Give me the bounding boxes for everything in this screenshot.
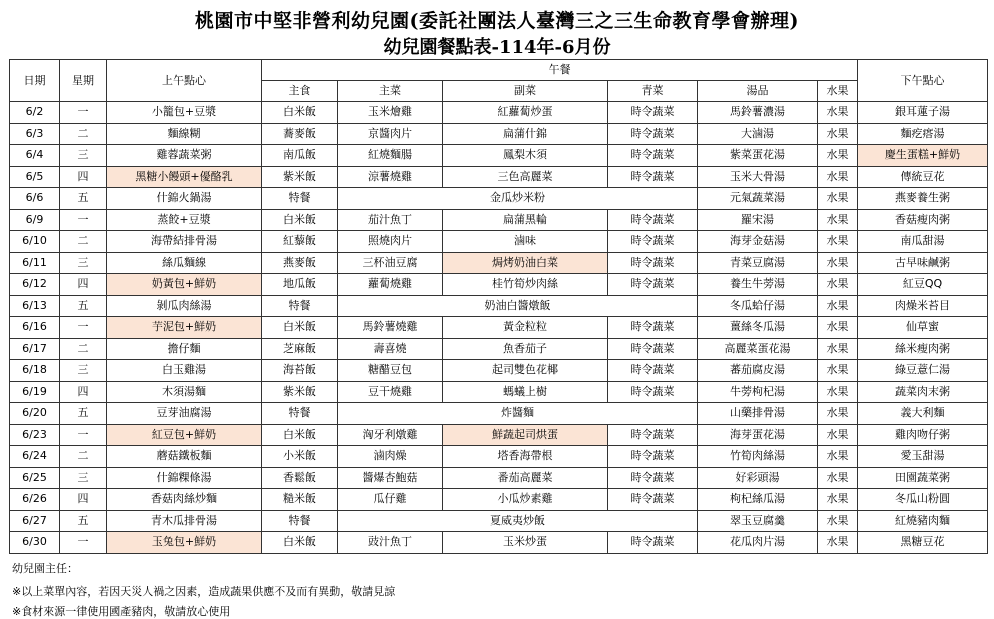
cell-vegetable: 時令蔬菜 [608, 489, 698, 511]
cell-side-dish: 滷味 [443, 231, 608, 253]
cell-weekday: 三 [60, 467, 107, 489]
page-title: 桃園市中堅非營利幼兒園(委託社團法人臺灣三之三生命教育學會辦理) [195, 10, 799, 32]
cell-date: 6/27 [10, 510, 60, 532]
cell-afternoon-snack: 田園蔬菜粥 [858, 467, 988, 489]
cell-vegetable: 時令蔬菜 [608, 231, 698, 253]
cell-soup: 養生牛蒡湯 [698, 274, 818, 296]
cell-staple: 特餐 [262, 188, 338, 210]
cell-staple: 白米飯 [262, 424, 338, 446]
cell-staple: 特餐 [262, 295, 338, 317]
header-soup: 湯品 [698, 81, 818, 102]
cell-vegetable: 時令蔬菜 [608, 424, 698, 446]
cell-afternoon-snack: 傳統豆花 [858, 166, 988, 188]
cell-vegetable: 時令蔬菜 [608, 123, 698, 145]
director-signature-line: 幼兒園主任： [12, 562, 78, 575]
cell-morning-snack: 擔仔麵 [107, 338, 262, 360]
cell-side-dish: 鮮蔬起司烘蛋 [443, 424, 608, 446]
cell-side-dish: 小瓜炒素雞 [443, 489, 608, 511]
cell-soup: 冬瓜蛤仔湯 [698, 295, 818, 317]
cell-morning-snack: 雞蓉蔬菜粥 [107, 145, 262, 167]
cell-staple: 白米飯 [262, 532, 338, 554]
header-date: 日期 [10, 60, 60, 102]
cell-morning-snack: 白玉雞湯 [107, 360, 262, 382]
cell-soup: 海芽蛋花湯 [698, 424, 818, 446]
cell-side-dish: 扁蒲黑輪 [443, 209, 608, 231]
cell-staple: 蕎麥飯 [262, 123, 338, 145]
menu-row [10, 209, 988, 231]
cell-side-dish: 黃金粒粒 [443, 317, 608, 339]
cell-soup: 羅宋湯 [698, 209, 818, 231]
cell-afternoon-snack: 綠豆薏仁湯 [858, 360, 988, 382]
menu-row [10, 145, 988, 167]
menu-row [10, 403, 988, 425]
cell-afternoon-snack: 慶生蛋糕+鮮奶 [858, 145, 988, 167]
cell-main-dish: 茄汁魚丁 [338, 209, 443, 231]
cell-staple: 海苔飯 [262, 360, 338, 382]
cell-afternoon-snack: 黑糖豆花 [858, 532, 988, 554]
cell-fruit: 水果 [818, 231, 858, 253]
cell-date: 6/9 [10, 209, 60, 231]
cell-weekday: 四 [60, 489, 107, 511]
cell-morning-snack: 木須湯麵 [107, 381, 262, 403]
header-staple: 主食 [262, 81, 338, 102]
menu-row [10, 360, 988, 382]
cell-soup: 紫菜蛋花湯 [698, 145, 818, 167]
cell-date: 6/19 [10, 381, 60, 403]
cell-special-meal: 炸醬麵 [338, 403, 698, 425]
cell-afternoon-snack: 古早味鹹粥 [858, 252, 988, 274]
menu-row [10, 381, 988, 403]
cell-weekday: 二 [60, 231, 107, 253]
cell-weekday: 二 [60, 446, 107, 468]
header-morning-snack: 上午點心 [107, 60, 262, 102]
cell-special-meal: 奶油白醬燉飯 [338, 295, 698, 317]
menu-row [10, 188, 988, 210]
menu-row [10, 424, 988, 446]
cell-staple: 芝麻飯 [262, 338, 338, 360]
cell-afternoon-snack: 紅燒豬肉麵 [858, 510, 988, 532]
cell-afternoon-snack: 紅豆QQ [858, 274, 988, 296]
header-main-dish: 主菜 [338, 81, 443, 102]
cell-soup: 大滷湯 [698, 123, 818, 145]
cell-date: 6/26 [10, 489, 60, 511]
cell-weekday: 五 [60, 295, 107, 317]
cell-staple: 白米飯 [262, 209, 338, 231]
cell-main-dish: 紅燒麵腸 [338, 145, 443, 167]
cell-main-dish: 洶牙利燉雞 [338, 424, 443, 446]
cell-special-meal: 金瓜炒米粉 [338, 188, 698, 210]
cell-fruit: 水果 [818, 102, 858, 124]
cell-fruit: 水果 [818, 188, 858, 210]
cell-weekday: 二 [60, 123, 107, 145]
cell-morning-snack: 青木瓜排骨湯 [107, 510, 262, 532]
cell-fruit: 水果 [818, 274, 858, 296]
cell-afternoon-snack: 燕麥養生粥 [858, 188, 988, 210]
cell-vegetable: 時令蔬菜 [608, 360, 698, 382]
header-fruit: 水果 [818, 81, 858, 102]
cell-weekday: 一 [60, 102, 107, 124]
cell-weekday: 三 [60, 252, 107, 274]
cell-afternoon-snack: 雞肉吻仔粥 [858, 424, 988, 446]
cell-soup: 元氣蔬菜湯 [698, 188, 818, 210]
cell-vegetable: 時令蔬菜 [608, 338, 698, 360]
cell-morning-snack: 芋泥包+鮮奶 [107, 317, 262, 339]
cell-fruit: 水果 [818, 510, 858, 532]
cell-weekday: 一 [60, 532, 107, 554]
menu-table-body [10, 102, 988, 554]
cell-staple: 小米飯 [262, 446, 338, 468]
cell-weekday: 四 [60, 166, 107, 188]
cell-date: 6/23 [10, 424, 60, 446]
cell-main-dish: 玉米燴雞 [338, 102, 443, 124]
cell-date: 6/13 [10, 295, 60, 317]
cell-side-dish: 魚香茄子 [443, 338, 608, 360]
cell-soup: 牛蒡枸杞湯 [698, 381, 818, 403]
cell-date: 6/20 [10, 403, 60, 425]
cell-side-dish: 三色高麗菜 [443, 166, 608, 188]
menu-row [10, 166, 988, 188]
cell-side-dish: 扁蒲什錦 [443, 123, 608, 145]
cell-afternoon-snack: 南瓜甜湯 [858, 231, 988, 253]
cell-soup: 翠玉豆腐羹 [698, 510, 818, 532]
cell-staple: 特餐 [262, 510, 338, 532]
cell-vegetable: 時令蔬菜 [608, 145, 698, 167]
cell-vegetable: 時令蔬菜 [608, 102, 698, 124]
cell-fruit: 水果 [818, 467, 858, 489]
cell-afternoon-snack: 銀耳蓮子湯 [858, 102, 988, 124]
cell-soup: 海芽金菇湯 [698, 231, 818, 253]
cell-fruit: 水果 [818, 532, 858, 554]
cell-date: 6/16 [10, 317, 60, 339]
cell-weekday: 三 [60, 360, 107, 382]
cell-main-dish: 壽喜燒 [338, 338, 443, 360]
cell-morning-snack: 蘑菇鐵板麵 [107, 446, 262, 468]
cell-morning-snack: 蒸餃+豆漿 [107, 209, 262, 231]
cell-main-dish: 豆干燒雞 [338, 381, 443, 403]
cell-side-dish: 塔香海帶根 [443, 446, 608, 468]
cell-main-dish: 醬爆杏鮑菇 [338, 467, 443, 489]
cell-fruit: 水果 [818, 338, 858, 360]
menu-row [10, 102, 988, 124]
cell-vegetable: 時令蔬菜 [608, 274, 698, 296]
cell-morning-snack: 黑糖小饅頭+優酪乳 [107, 166, 262, 188]
cell-morning-snack: 小籠包+豆漿 [107, 102, 262, 124]
cell-fruit: 水果 [818, 424, 858, 446]
cell-morning-snack: 豆芽油腐湯 [107, 403, 262, 425]
cell-date: 6/12 [10, 274, 60, 296]
cell-fruit: 水果 [818, 209, 858, 231]
menu-row [10, 123, 988, 145]
cell-afternoon-snack: 麵疙瘩湯 [858, 123, 988, 145]
cell-afternoon-snack: 冬瓜山粉圓 [858, 489, 988, 511]
cell-side-dish: 紅蘿蔔炒蛋 [443, 102, 608, 124]
cell-morning-snack: 什錦火鍋湯 [107, 188, 262, 210]
cell-weekday: 五 [60, 403, 107, 425]
cell-staple: 地瓜飯 [262, 274, 338, 296]
cell-main-dish: 三杯油豆腐 [338, 252, 443, 274]
cell-main-dish: 京醬肉片 [338, 123, 443, 145]
cell-side-dish: 番茄高麗菜 [443, 467, 608, 489]
cell-morning-snack: 香菇肉絲炒麵 [107, 489, 262, 511]
menu-row [10, 295, 988, 317]
cell-fruit: 水果 [818, 145, 858, 167]
cell-staple: 白米飯 [262, 102, 338, 124]
cell-date: 6/4 [10, 145, 60, 167]
cell-main-dish: 馬鈴薯燒雞 [338, 317, 443, 339]
cell-morning-snack: 剝瓜肉絲湯 [107, 295, 262, 317]
cell-date: 6/25 [10, 467, 60, 489]
cell-fruit: 水果 [818, 317, 858, 339]
cell-side-dish: 螞蟻上樹 [443, 381, 608, 403]
cell-date: 6/6 [10, 188, 60, 210]
cell-afternoon-snack: 蔬菜肉末粥 [858, 381, 988, 403]
cell-morning-snack: 海帶結排骨湯 [107, 231, 262, 253]
cell-date: 6/30 [10, 532, 60, 554]
cell-afternoon-snack: 愛玉甜湯 [858, 446, 988, 468]
cell-soup: 玉米大骨湯 [698, 166, 818, 188]
menu-row [10, 510, 988, 532]
cell-fruit: 水果 [818, 123, 858, 145]
header-weekday: 星期 [60, 60, 107, 102]
cell-main-dish: 涼薯燒雞 [338, 166, 443, 188]
menu-row [10, 317, 988, 339]
header-vegetable: 青菜 [608, 81, 698, 102]
cell-weekday: 一 [60, 209, 107, 231]
cell-fruit: 水果 [818, 403, 858, 425]
cell-morning-snack: 什錦粿條湯 [107, 467, 262, 489]
cell-weekday: 一 [60, 424, 107, 446]
cell-side-dish: 鳳梨木須 [443, 145, 608, 167]
cell-fruit: 水果 [818, 295, 858, 317]
cell-afternoon-snack: 香菇瘦肉粥 [858, 209, 988, 231]
cell-afternoon-snack: 肉燥米苔目 [858, 295, 988, 317]
cell-date: 6/2 [10, 102, 60, 124]
cell-fruit: 水果 [818, 360, 858, 382]
header-side-dish: 副菜 [443, 81, 608, 102]
cell-side-dish: 玉米炒蛋 [443, 532, 608, 554]
cell-soup: 花瓜肉片湯 [698, 532, 818, 554]
cell-soup: 好彩頭湯 [698, 467, 818, 489]
cell-main-dish: 豉汁魚丁 [338, 532, 443, 554]
menu-row [10, 532, 988, 554]
cell-afternoon-snack: 義大利麵 [858, 403, 988, 425]
cell-date: 6/18 [10, 360, 60, 382]
cell-fruit: 水果 [818, 489, 858, 511]
cell-morning-snack: 紅豆包+鮮奶 [107, 424, 262, 446]
cell-vegetable: 時令蔬菜 [608, 166, 698, 188]
cell-vegetable: 時令蔬菜 [608, 467, 698, 489]
cell-staple: 糙米飯 [262, 489, 338, 511]
cell-date: 6/10 [10, 231, 60, 253]
cell-staple: 白米飯 [262, 317, 338, 339]
menu-row [10, 467, 988, 489]
cell-date: 6/17 [10, 338, 60, 360]
cell-special-meal: 夏威夷炒飯 [338, 510, 698, 532]
cell-soup: 枸杞絲瓜湯 [698, 489, 818, 511]
footer-note-supply: ※以上菜單內容，若因天災人禍之因素，造成蔬果供應不及而有異動，敬請見諒 [12, 585, 396, 598]
cell-weekday: 二 [60, 338, 107, 360]
cell-morning-snack: 奶黃包+鮮奶 [107, 274, 262, 296]
cell-main-dish: 滷肉燥 [338, 446, 443, 468]
cell-afternoon-snack: 絲米瘦肉粥 [858, 338, 988, 360]
cell-morning-snack: 麵線糊 [107, 123, 262, 145]
cell-weekday: 四 [60, 381, 107, 403]
cell-vegetable: 時令蔬菜 [608, 532, 698, 554]
cell-vegetable: 時令蔬菜 [608, 446, 698, 468]
cell-staple: 燕麥飯 [262, 252, 338, 274]
cell-staple: 紫米飯 [262, 381, 338, 403]
cell-main-dish: 照燒肉片 [338, 231, 443, 253]
menu-table [9, 59, 988, 554]
cell-vegetable: 時令蔬菜 [608, 381, 698, 403]
cell-soup: 竹筍肉絲湯 [698, 446, 818, 468]
cell-side-dish: 桂竹筍炒肉絲 [443, 274, 608, 296]
menu-row [10, 489, 988, 511]
cell-vegetable: 時令蔬菜 [608, 317, 698, 339]
cell-weekday: 四 [60, 274, 107, 296]
menu-row [10, 274, 988, 296]
cell-vegetable: 時令蔬菜 [608, 252, 698, 274]
cell-side-dish: 焗烤奶油白菜 [443, 252, 608, 274]
cell-date: 6/5 [10, 166, 60, 188]
cell-soup: 高麗菜蛋花湯 [698, 338, 818, 360]
footer-note-pork: ※食材來源一律使用國產豬肉，敬請放心使用 [12, 605, 231, 618]
header-lunch: 午餐 [262, 60, 858, 81]
cell-weekday: 一 [60, 317, 107, 339]
cell-staple: 紫米飯 [262, 166, 338, 188]
cell-fruit: 水果 [818, 446, 858, 468]
cell-main-dish: 糖醋豆包 [338, 360, 443, 382]
cell-fruit: 水果 [818, 166, 858, 188]
cell-date: 6/11 [10, 252, 60, 274]
cell-vegetable: 時令蔬菜 [608, 209, 698, 231]
cell-soup: 山藥排骨湯 [698, 403, 818, 425]
cell-morning-snack: 玉兔包+鮮奶 [107, 532, 262, 554]
cell-weekday: 三 [60, 145, 107, 167]
cell-fruit: 水果 [818, 381, 858, 403]
cell-afternoon-snack: 仙草蜜 [858, 317, 988, 339]
cell-soup: 蕃茄腐皮湯 [698, 360, 818, 382]
header-afternoon-snack: 下午點心 [858, 60, 988, 102]
cell-date: 6/24 [10, 446, 60, 468]
menu-row [10, 338, 988, 360]
page-subtitle: 幼兒園餐點表-114年-6月份 [383, 37, 611, 58]
cell-staple: 紅藜飯 [262, 231, 338, 253]
cell-side-dish: 起司雙色花椰 [443, 360, 608, 382]
cell-date: 6/3 [10, 123, 60, 145]
cell-soup: 馬鈴薯濃湯 [698, 102, 818, 124]
cell-main-dish: 蘿蔔燒雞 [338, 274, 443, 296]
cell-weekday: 五 [60, 188, 107, 210]
cell-weekday: 五 [60, 510, 107, 532]
cell-soup: 薑絲冬瓜湯 [698, 317, 818, 339]
cell-soup: 青菜豆腐湯 [698, 252, 818, 274]
cell-main-dish: 瓜仔雞 [338, 489, 443, 511]
cell-fruit: 水果 [818, 252, 858, 274]
cell-staple: 香鬆飯 [262, 467, 338, 489]
menu-row [10, 446, 988, 468]
menu-row [10, 231, 988, 253]
cell-staple: 特餐 [262, 403, 338, 425]
cell-morning-snack: 絲瓜麵線 [107, 252, 262, 274]
cell-staple: 南瓜飯 [262, 145, 338, 167]
menu-row [10, 252, 988, 274]
